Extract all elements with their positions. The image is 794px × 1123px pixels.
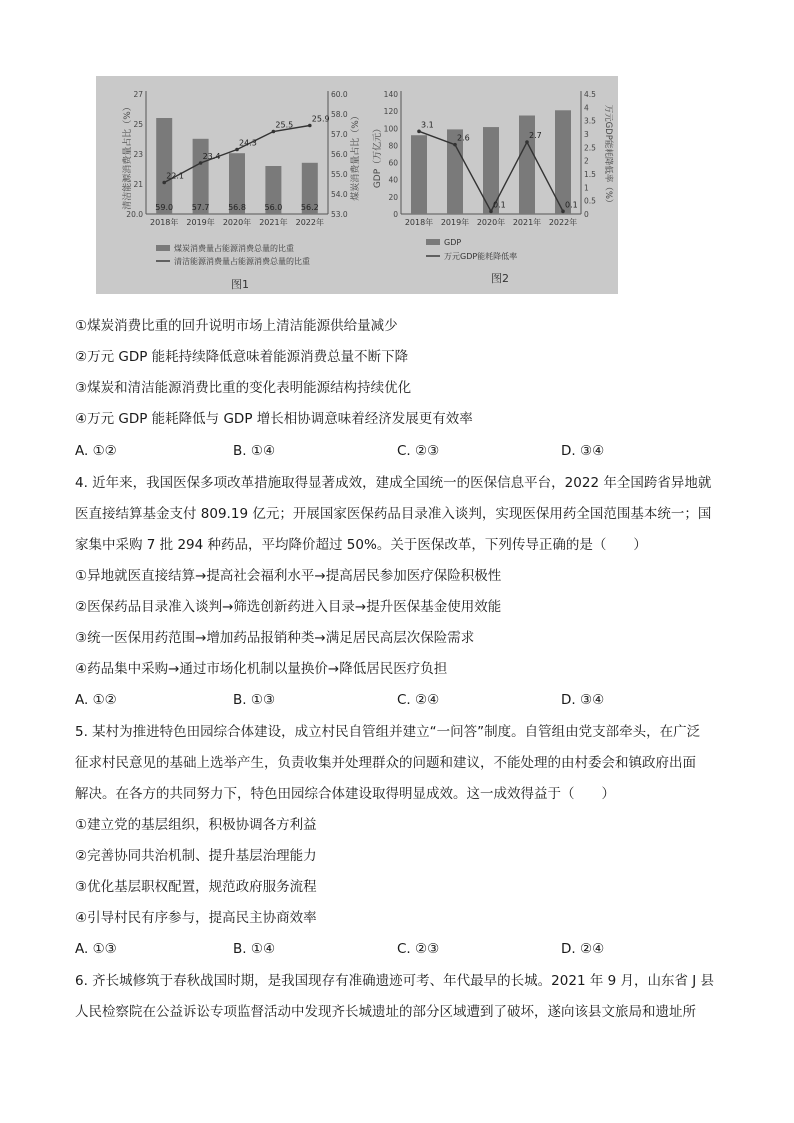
fig2-year-label: 2019年 xyxy=(440,218,470,227)
fig2-right-axis-label: 万元GDP能耗降低率（%） xyxy=(603,104,613,208)
fig2-legend-gdp: GDP xyxy=(444,238,462,247)
fig2-rate-point xyxy=(525,140,529,144)
fig2-left-tick: 140 xyxy=(383,90,398,99)
fig1-right-tick: 56.0 xyxy=(331,150,348,159)
fig1-right-tick: 53.0 xyxy=(331,210,348,219)
fig1-left-tick: 20.0 xyxy=(126,210,143,219)
q5-item-1: ①建立党的基层组织，积极协调各方利益 xyxy=(75,817,317,833)
fig2-rate-label: 3.1 xyxy=(421,120,434,130)
fig2-year-label: 2020年 xyxy=(476,218,506,227)
q6-stem-2: 人民检察院在公益诉讼专项监督活动中发现齐长城遗址的部分区域遭到了破坏，遂向该县文旅局和遗址所 xyxy=(75,1004,696,1020)
q3-item-3: ③煤炭和清洁能源消费比重的变化表明能源结构持续优化 xyxy=(75,380,412,396)
fig2-legend-swatch-gdp xyxy=(426,239,440,245)
q4-option-b[interactable]: B. ①③ xyxy=(233,692,276,708)
fig2-left-tick: 60 xyxy=(388,158,398,168)
fig1-right-tick: 60.0 xyxy=(331,90,348,99)
fig1-clean-label: 25.5 xyxy=(275,120,294,130)
q4-option-c[interactable]: C. ②④ xyxy=(397,692,440,708)
fig1-clean-point xyxy=(272,130,276,134)
q4-stem-1: 4. 近年来，我国医保多项改革措施取得显著成效，建成全国统一的医保信息平台，2022 年全国跨省异地就 xyxy=(75,475,712,491)
fig2-rate-label: 2.7 xyxy=(529,131,542,140)
fig1-left-axis-label: 清洁能源消费量占比（%） xyxy=(123,102,133,210)
q5-option-a[interactable]: A. ①③ xyxy=(75,941,117,957)
fig2-right-tick: 4 xyxy=(584,103,589,113)
fig1-coal-label: 56.2 xyxy=(300,203,319,212)
fig1-clean-label: 22.1 xyxy=(166,171,185,181)
q5-item-4: ④引导村民有序参与，提高民主协商效率 xyxy=(75,910,317,926)
fig1-clean-point xyxy=(162,181,166,185)
fig2-rate-label: 2.6 xyxy=(457,133,470,143)
fig1-coal-bar xyxy=(156,118,172,214)
chart-figure xyxy=(96,76,618,294)
fig1-left-tick: 21 xyxy=(133,180,143,189)
fig2-left-tick: 100 xyxy=(383,124,398,134)
fig2-year-label: 2021年 xyxy=(512,218,542,227)
fig1-coal-label: 56.8 xyxy=(228,203,246,212)
fig2-rate-point xyxy=(417,130,421,134)
fig2-left-axis-label: GDP（万亿元） xyxy=(373,123,383,189)
fig2-rate-point xyxy=(453,143,457,147)
q5-item-2: ②完善协同共治机制、提升基层治理能力 xyxy=(75,848,317,864)
fig2-right-tick: 3.5 xyxy=(584,116,596,126)
fig1-coal-label: 59.0 xyxy=(155,203,174,212)
fig1-clean-point xyxy=(308,124,312,128)
fig1-clean-label: 23.4 xyxy=(202,152,221,161)
q3-item-4: ④万元 GDP 能耗降低与 GDP 增长相协调意味着经济发展更有效率 xyxy=(75,411,473,427)
fig1-clean-point xyxy=(199,161,203,165)
q3-option-a[interactable]: A. ①② xyxy=(75,443,117,459)
fig2-rate-point xyxy=(489,210,493,214)
fig2-left-tick: 120 xyxy=(383,107,398,117)
fig1-left-tick: 27 xyxy=(133,90,143,99)
q4-item-2: ②医保药品目录准入谈判→筛选创新药进入目录→提升医保基金使用效能 xyxy=(75,599,502,615)
fig1-left-tick: 25 xyxy=(133,120,143,129)
fig2-year-label: 2018年 xyxy=(404,218,434,227)
q5-item-3: ③优化基层职权配置，规范政府服务流程 xyxy=(75,879,317,895)
fig2-right-tick: 4.5 xyxy=(584,90,596,99)
q5-option-c[interactable]: C. ②③ xyxy=(397,941,440,957)
fig1-year-label: 2022年 xyxy=(295,218,324,227)
fig1-legend-coal: 煤炭消费量占能源消费总量的比重 xyxy=(174,244,294,253)
fig1-coal-label: 57.7 xyxy=(191,203,210,212)
fig1-right-axis-label: 煤炭消费量占比（%） xyxy=(351,111,361,201)
fig2-gdp-bar xyxy=(555,110,571,214)
fig1-right-tick: 55.0 xyxy=(331,170,348,179)
fig2-right-tick: 3 xyxy=(584,130,589,139)
q4-stem-2: 医直接结算基金支付 809.19 亿元；开展国家医保药品目录准入谈判，实现医保用药全国范围基本统一；国 xyxy=(75,506,712,522)
fig1-legend-swatch-coal xyxy=(156,245,170,251)
q5-option-b[interactable]: B. ①④ xyxy=(233,941,276,957)
q4-stem-3: 家集中采购 7 批 294 种药品，平均降价超过 50%。关于医保改革，下列传导正确的是（ ） xyxy=(75,537,647,553)
fig1-year-label: 2021年 xyxy=(259,218,288,227)
q3-item-2: ②万元 GDP 能耗持续降低意味着能源消费总量不断下降 xyxy=(75,349,409,365)
fig1-right-tick: 58.0 xyxy=(331,110,348,119)
chart-svg xyxy=(96,76,618,294)
fig2-left-tick: 40 xyxy=(388,175,398,185)
fig1-clean-label: 25.9 xyxy=(311,114,330,124)
q5-stem-1: 5. 某村为推进特色田园综合体建设，成立村民自管组并建立“一问答”制度。自管组由党支部牵头，在广泛 xyxy=(75,724,701,740)
fig1-coal-label: 56.0 xyxy=(264,203,283,212)
fig2-gdp-bar xyxy=(411,135,427,214)
fig1-caption: 图1 xyxy=(231,278,249,291)
q4-item-4: ④药品集中采购→通过市场化机制以量换价→降低居民医疗负担 xyxy=(75,661,448,677)
q3-option-b[interactable]: B. ①④ xyxy=(233,443,276,459)
q4-item-3: ③统一医保用药范围→增加药品报销种类→满足居民高层次保险需求 xyxy=(75,630,475,646)
q4-option-a[interactable]: A. ①② xyxy=(75,692,117,708)
q3-option-d[interactable]: D. ③④ xyxy=(561,443,605,459)
fig1-clean-label: 24.3 xyxy=(239,138,257,148)
fig2-rate-point xyxy=(561,210,565,214)
fig2-left-tick: 80 xyxy=(388,141,398,151)
q5-stem-2: 征求村民意见的基础上选举产生，负责收集并处理群众的问题和建议，不能处理的由村委会和镇政府出面 xyxy=(75,755,696,771)
fig2-right-tick: 1.5 xyxy=(584,170,596,179)
fig2-legend-rate: 万元GDP能耗降低率 xyxy=(444,252,518,261)
fig2-right-tick: 1 xyxy=(584,183,589,193)
q5-stem-3: 解决。在各方的共同努力下，特色田园综合体建设取得明显成效。这一成效得益于（ ） xyxy=(75,786,615,802)
fig2-right-tick: 2 xyxy=(584,156,589,166)
fig1-year-label: 2019年 xyxy=(186,218,215,227)
fig1-left-tick: 23 xyxy=(133,150,143,159)
fig2-rate-label: 0.1 xyxy=(565,200,578,210)
fig2-left-tick: 0 xyxy=(393,210,398,219)
fig2-right-tick: 2.5 xyxy=(584,143,596,153)
q6-stem-1: 6. 齐长城修筑于春秋战国时期，是我国现存有准确遗迹可考、年代最早的长城。2021 年 9 月，山东省 J 县 xyxy=(75,973,715,989)
q4-option-d[interactable]: D. ③④ xyxy=(561,692,605,708)
fig2-right-tick: 0 xyxy=(584,210,589,219)
fig1-right-tick: 54.0 xyxy=(331,190,348,199)
fig1-year-label: 2020年 xyxy=(222,218,252,227)
fig2-caption: 图2 xyxy=(491,272,509,285)
fig2-rate-label: 0.1 xyxy=(493,200,506,210)
q5-option-d[interactable]: D. ②④ xyxy=(561,941,605,957)
fig1-year-label: 2018年 xyxy=(150,218,179,227)
fig2-left-tick: 20 xyxy=(388,192,398,202)
q4-item-1: ①异地就医直接结算→提高社会福利水平→提高居民参加医疗保险积极性 xyxy=(75,568,502,584)
fig1-legend-clean: 清洁能源消费量占能源消费总量的比重 xyxy=(174,257,310,266)
fig2-right-tick: 0.5 xyxy=(584,196,596,206)
fig1-clean-point xyxy=(235,148,239,152)
q3-item-1: ①煤炭消费比重的回升说明市场上清洁能源供给量减少 xyxy=(75,318,398,334)
fig1-right-tick: 57.0 xyxy=(331,130,348,139)
fig2-year-label: 2022年 xyxy=(548,218,578,227)
q3-option-c[interactable]: C. ②③ xyxy=(397,443,440,459)
